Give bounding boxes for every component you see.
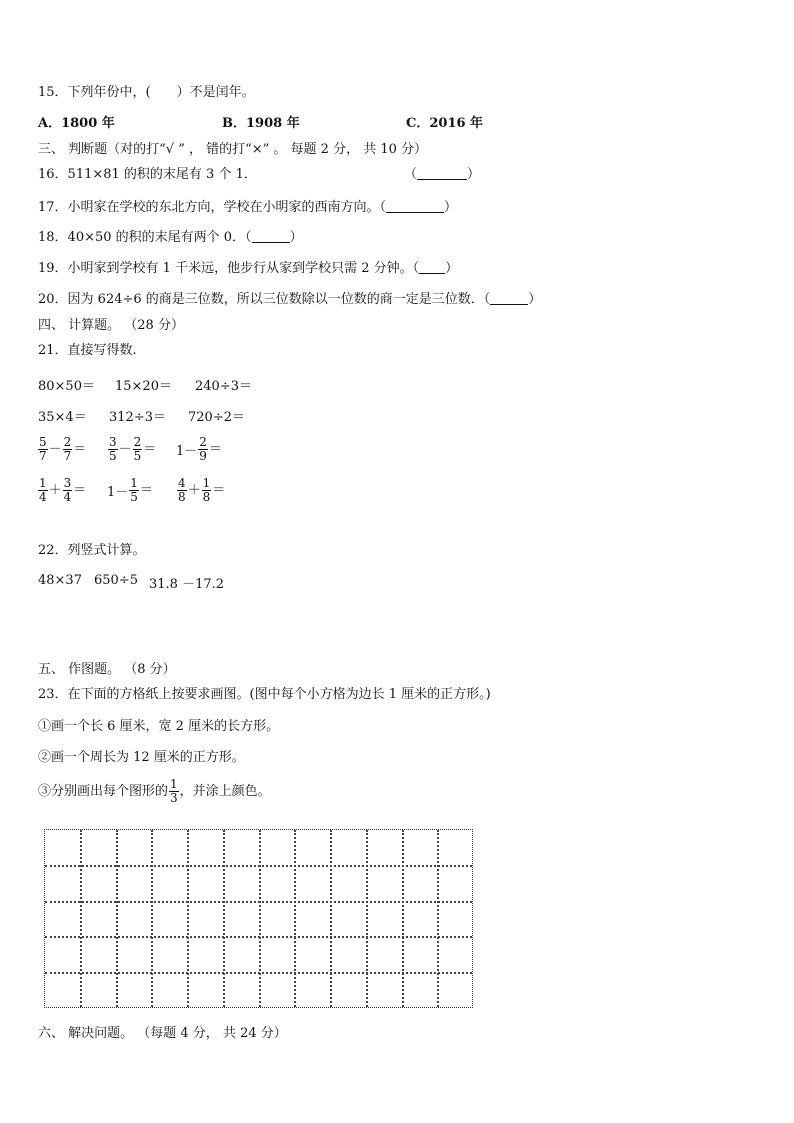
q15-option-b: B．1908 年 — [222, 116, 300, 131]
grid-vertical-line — [437, 830, 439, 1007]
question-23-stem: 23．在下面的方格纸上按要求画图。(图中每个小方格为边长 1 厘米的正方形。) — [38, 687, 491, 702]
section-4-title: 四、 计算题。 （28 分） — [38, 318, 184, 333]
grid-vertical-line — [80, 830, 82, 1007]
calc-item: 720÷2＝ — [188, 410, 245, 425]
fraction-expression: 1－ $\frac{1}{5}$ ＝ — [107, 476, 153, 504]
question-18-text: 18．40×50 的积的末尾有两个 0．（ — [38, 230, 252, 245]
question-23-sub-3 — [38, 777, 271, 807]
grid-vertical-line — [151, 830, 153, 1007]
answer-blank[interactable] — [252, 230, 290, 243]
fraction: $\frac{5}{7}$ — [39, 435, 47, 463]
fraction: $\frac{1}{4}$ — [39, 476, 47, 504]
question-20-text: 20．因为 624÷6 的商是三位数，所以三位数除以一位数的商一定是三位数．（ — [38, 292, 491, 307]
calc-item: 80×50＝ — [38, 379, 95, 394]
calc-item: 35×4＝ — [38, 410, 87, 425]
q15-option-a: A．1800 年 — [38, 116, 115, 131]
section-3-title: 三、 判断题（对的打“√ ” ， 错的打“×” 。 每题 2 分， 共 10 分） — [38, 142, 428, 157]
fraction: $\frac{2}{9}$ — [199, 435, 207, 463]
fraction-one-third: $\frac{1}{3}$ — [170, 777, 178, 805]
question-16 — [38, 166, 257, 184]
sub-3-text: ③分别画出每个图形的 — [38, 784, 169, 799]
question-17-text: 17．小明家在学校的东北方向，学校在小明家的西南方向。（ — [38, 200, 387, 215]
calc-item: 48×37 — [38, 573, 82, 588]
grid-vertical-line — [330, 830, 332, 1007]
question-21-stem: 21．直接写得数. — [38, 343, 137, 358]
fraction-expression: $\frac{3}{5}$ － $\frac{2}{5}$ ＝ — [109, 435, 157, 463]
grid-vertical-line — [294, 830, 296, 1007]
q15-option-c: C．2016 年 — [406, 116, 484, 131]
answer-blank[interactable] — [417, 167, 467, 180]
calc-item: 15×20＝ — [115, 379, 172, 394]
fraction: $\frac{1}{5}$ — [130, 476, 138, 504]
question-19 — [38, 260, 458, 278]
question-22-stem: 22．列竖式计算。 — [38, 543, 146, 558]
calc-item: 31.8 －17.2 — [149, 577, 225, 592]
grid-horizontal-line — [45, 972, 472, 974]
section-6-title: 六、 解决问题。 （每题 4 分， 共 24 分） — [38, 1026, 287, 1041]
grid-vertical-line — [223, 830, 225, 1007]
fraction: $\frac{3}{5}$ — [109, 435, 117, 463]
question-17 — [38, 199, 457, 217]
fraction: $\frac{2}{5}$ — [133, 435, 142, 463]
calc-item: 650÷5 — [94, 573, 138, 588]
sub-3-text-end: ，并涂上颜色。 — [179, 784, 271, 799]
grid-horizontal-line — [45, 865, 472, 867]
fraction: $\frac{2}{7}$ — [63, 435, 72, 463]
section-5-title: 五、 作图题。 （8 分） — [38, 662, 176, 677]
calc-item: 312÷3＝ — [109, 410, 166, 425]
grid-vertical-line — [116, 830, 118, 1007]
question-19-text: 19．小明家到学校有 1 千米远，他步行从家到学校只需 2 分钟。（ — [38, 261, 420, 276]
grid-horizontal-line — [45, 936, 472, 938]
paren-close: ） — [289, 230, 303, 245]
answer-blank[interactable] — [490, 292, 528, 305]
paren-open: （ — [404, 167, 418, 182]
grid-vertical-line — [259, 830, 261, 1007]
question-15-stem: 15．下列年份中，( ）不是闰年。 — [38, 85, 255, 100]
grid-vertical-line — [402, 830, 404, 1007]
fraction: $\frac{1}{8}$ — [202, 476, 211, 504]
question-23-sub-1: ①画一个长 6 厘米，宽 2 厘米的长方形。 — [38, 719, 280, 734]
paren-close: ） — [445, 261, 459, 276]
answer-blank[interactable] — [386, 200, 444, 213]
fraction-expression: $\frac{1}{4}$ ＋ $\frac{3}{4}$ ＝ — [39, 476, 87, 504]
paren-close: ） — [528, 292, 542, 307]
question-23-sub-2: ②画一个周长为 12 厘米的正方形。 — [38, 750, 245, 765]
question-18 — [38, 229, 303, 247]
paren-close: ） — [467, 167, 481, 182]
calc-item: 240÷3＝ — [195, 379, 252, 394]
grid-vertical-line — [366, 830, 368, 1007]
question-16-answer[interactable] — [404, 166, 480, 184]
fraction-expression: $\frac{4}{8}$ ＋ $\frac{1}{8}$ ＝ — [178, 476, 226, 504]
grid-paper[interactable] — [44, 829, 473, 1008]
grid-horizontal-line — [45, 901, 472, 903]
paren-close: ） — [444, 200, 458, 215]
grid-vertical-line — [187, 830, 189, 1007]
fraction: $\frac{3}{4}$ — [63, 476, 72, 504]
question-16-text: 16．511×81 的积的末尾有 3 个 1． — [38, 167, 257, 182]
answer-blank[interactable] — [419, 261, 445, 274]
fraction-expression: $\frac{5}{7}$ － $\frac{2}{7}$ ＝ — [39, 435, 87, 463]
question-20 — [38, 291, 541, 309]
fraction-expression: 1－ $\frac{2}{9}$ ＝ — [176, 435, 222, 463]
fraction: $\frac{4}{8}$ — [178, 476, 186, 504]
